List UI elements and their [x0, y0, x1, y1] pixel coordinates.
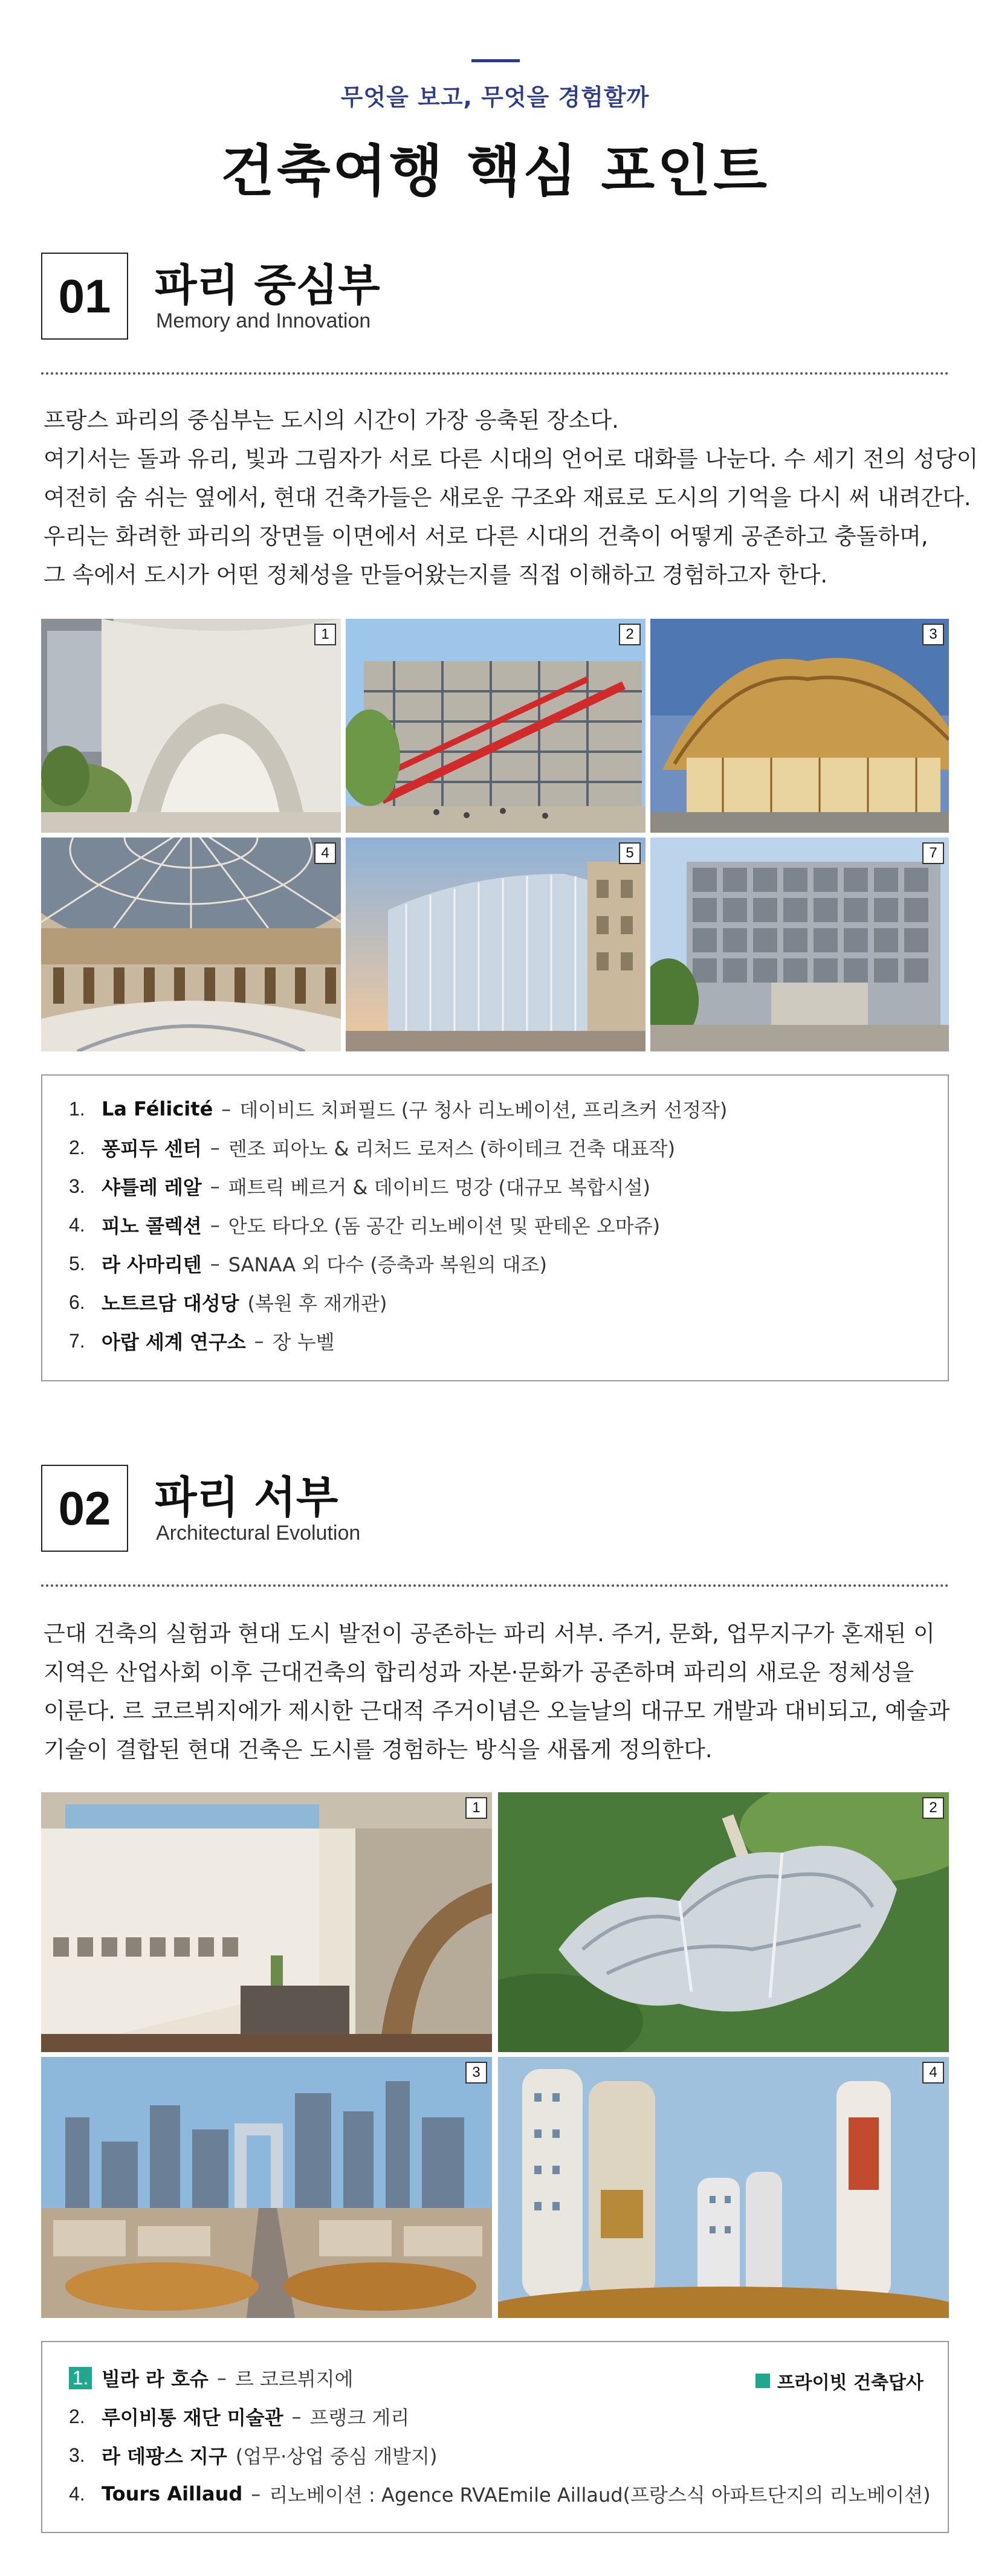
list-item: 3. 라 데팡스 지구 (업무·상업 중심 개발지) [69, 2444, 438, 2468]
private-tour-legend: 프라이빗 건축답사 [755, 2368, 924, 2394]
photo-number-tag: 3 [465, 2062, 487, 2084]
header-rule [471, 59, 520, 62]
photo-number-tag: 1 [465, 1797, 487, 1819]
paragraph-line: 지역은 산업사회 이후 근대건축의 합리성과 자본·문화가 공존하며 파리의 새로운 정체성을 [44, 1659, 914, 1685]
section-2-title: 파리 서부 [155, 1472, 338, 1523]
photo-villa-la-roche [41, 1792, 492, 2052]
page-title: 건축여행 핵심 포인트 [221, 139, 769, 204]
photo-number-tag: 7 [922, 842, 944, 864]
list-item: 7. 아랍 세계 연구소 – 장 누벨 [69, 1329, 335, 1354]
paragraph-line: 이룬다. 르 코르뷔지에가 제시한 근대적 주거이념은 오늘날의 대규모 개발과 대비되고, 예술과 [44, 1698, 950, 1724]
paragraph-line: 프랑스 파리의 중심부는 도시의 시간이 가장 응축된 장소다. [44, 407, 619, 433]
section-2-number: 02 [41, 1465, 128, 1552]
section-1-divider [41, 372, 949, 375]
section-1-number: 01 [41, 253, 128, 340]
photo-arab-world-institute [650, 838, 949, 1051]
paragraph-line: 여전히 숨 쉬는 옆에서, 현대 건축가들은 새로운 구조와 재료로 도시의 기억을 다시 써 내려간다. [44, 485, 971, 511]
legend-swatch-icon [755, 2374, 770, 2388]
list-item: 2. 루이비통 재단 미술관 – 프랭크 게리 [69, 2405, 410, 2429]
section-2-divider [41, 1584, 949, 1587]
paragraph-line: 기술이 결합된 현대 건축은 도시를 경험하는 방식을 새롭게 정의한다. [44, 1737, 713, 1763]
list-item: 4. 피노 콜렉션 – 안도 타다오 (돔 공간 리노베이션 및 판테온 오마쥬) [69, 1213, 661, 1238]
paragraph-line: 우리는 화려한 파리의 장면들 이면에서 서로 다른 시대의 건축이 어떻게 공존하고 충돌하며, [44, 523, 928, 549]
photo-la-samaritaine [346, 838, 645, 1051]
list-item: 1. La Félicité – 데이비드 치퍼필드 (구 청사 리노베이션, 프리츠커 선정작) [69, 1097, 728, 1122]
section-2-site-list [41, 2341, 949, 2533]
list-item: 1. 빌라 라 호슈 – 르 코르뷔지에 [69, 2364, 354, 2392]
section-1-subtitle: Memory and Innovation [156, 309, 371, 332]
list-item: 4. Tours Aillaud – 리노베이션 : Agence RVAEmile Aillaud(프랑스식 아파트단지의 리노베이션) [69, 2482, 931, 2507]
photo-pompidou-center [346, 619, 645, 833]
list-item: 6. 노트르담 대성당 (복원 후 재개관) [69, 1291, 387, 1315]
photo-number-tag: 1 [314, 624, 336, 645]
paragraph-line: 여기서는 돌과 유리, 빛과 그림자가 서로 다른 시대의 언어로 대화를 나눈다. 수 세기 전의 성당이 [44, 446, 979, 472]
photo-chatelet-les-halles [650, 619, 949, 833]
photo-number-tag: 5 [619, 842, 641, 864]
list-item: 3. 샤틀레 레알 – 패트릭 베르거 & 데이비드 멍강 (대규모 복합시설) [69, 1175, 650, 1199]
photo-number-tag: 3 [922, 624, 944, 645]
photo-pinault-collection [41, 838, 341, 1051]
list-item: 5. 라 사마리텐 – SANAA 외 다수 (증축과 복원의 대조) [69, 1252, 547, 1276]
section-1-site-list [41, 1074, 949, 1381]
section-2-subtitle: Architectural Evolution [156, 1522, 361, 1545]
paragraph-line: 그 속에서 도시가 어떤 정체성을 만들어왔는지를 직접 이해하고 경험하고자 한다. [44, 562, 828, 588]
section-1-title: 파리 중심부 [155, 260, 380, 311]
highlight-badge: 1. [69, 2367, 92, 2389]
photo-number-tag: 4 [922, 2062, 944, 2084]
section-1-paragraph [44, 401, 979, 595]
section-2-paragraph [44, 1615, 950, 1769]
photo-number-tag: 2 [619, 624, 641, 645]
paragraph-line: 근대 건축의 실험과 현대 도시 발전이 공존하는 파리 서부. 주거, 문화, 업무지구가 혼재된 이 [44, 1621, 935, 1647]
photo-number-tag: 2 [922, 1797, 944, 1819]
photo-la-defense [41, 2057, 492, 2318]
list-item: 2. 퐁피두 센터 – 렌조 피아노 & 리처드 로저스 (하이테크 건축 대표작) [69, 1136, 676, 1160]
photo-number-tag: 4 [314, 842, 336, 864]
header-subtitle: 무엇을 보고, 무엇을 경험할까 [340, 84, 650, 111]
photo-la-felicite [41, 619, 341, 833]
photo-tours-aillaud [498, 2057, 949, 2318]
photo-fondation-louis-vuitton [498, 1792, 949, 2052]
